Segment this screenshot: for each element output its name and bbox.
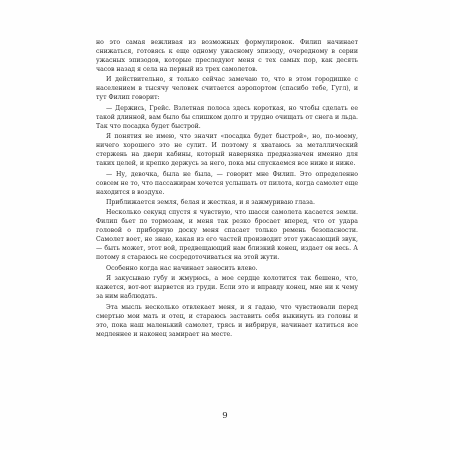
page-body-text xyxy=(96,38,358,340)
paragraph: Несколько секунд спустя я чувствую, что шасси самолета касается земли. Филип бьет по тормозам, и меня так резко бросает вперед, что от удара головой о приборную доску меня спасает только ремень безопасности. Самолет воет, не знаю, какая из его частей производит этот ужасающий звук, — быть может, этот вой, предвещающий нам близкий конец, издает он весь. А потому я стараюсь не сосредоточиваться на этой жути. xyxy=(96,209,358,262)
paragraph: Я закусываю губу и жмурюсь, а мое сердце колотится так бешено, что, кажется, вот-вот вырвется из груди. Если это и вправду конец, мне ни к чему за ним наблюдать. xyxy=(96,275,358,301)
paragraph: Я понятия не имею, что значит «посадка будет быстрой», но, по-моему, ничего хорошего это не сулит. И поэтому я хватаюсь за металлический стержень на двери кабины, который наверняка предназначен именно для таких целей, и крепко держусь за него, пока мы спускаемся все ниже и ниже. xyxy=(96,133,358,168)
paragraph: Особенно когда нас начинает заносить влево. xyxy=(106,264,258,272)
page-number: 9 xyxy=(222,411,228,421)
paragraph: — Ну, девочка, была не была, — говорит мне Филип. Это определенно совсем не то, что пассажирам хочется услышать от пилота, когда самолет еще находится в воздухе. xyxy=(96,170,358,196)
paragraph: — Держись, Грейс. Взлетная полоса здесь короткая, но чтобы сделать ее такой длинной, вам было бы слишком долго и трудно очищать от снега и льда. Так что посадка будет быстрой. xyxy=(96,104,358,130)
paragraph: И действительно, я только сейчас замечаю то, что в этом городишке с населением в тысячу человек считается аэропортом (спасибо тебе, Гугл), и тут Филип говорит: xyxy=(96,76,358,102)
paragraph: Приближается земля, белая и жесткая, и я зажмуриваю глаза. xyxy=(106,198,315,206)
paragraph: но это самая вежливая из возможных формулировок. Филип начинает снижаться, готовясь к еще одному ужасному эпизоду, очередному в серии ужасных эпизодов, которые преследуют меня с тех самых пор, как десять часов назад я села на первый из трех самолетов. xyxy=(96,39,358,73)
paragraph: Эта мысль несколько отвлекает меня, и я гадаю, что чувствовали перед смертью мои мать и отец, и стараюсь заставить себя выкинуть из головы и это, пока наш маленький самолет, трясь и вибрируя, начинает катиться все медленнее и наконец замирает на месте. xyxy=(96,303,358,338)
